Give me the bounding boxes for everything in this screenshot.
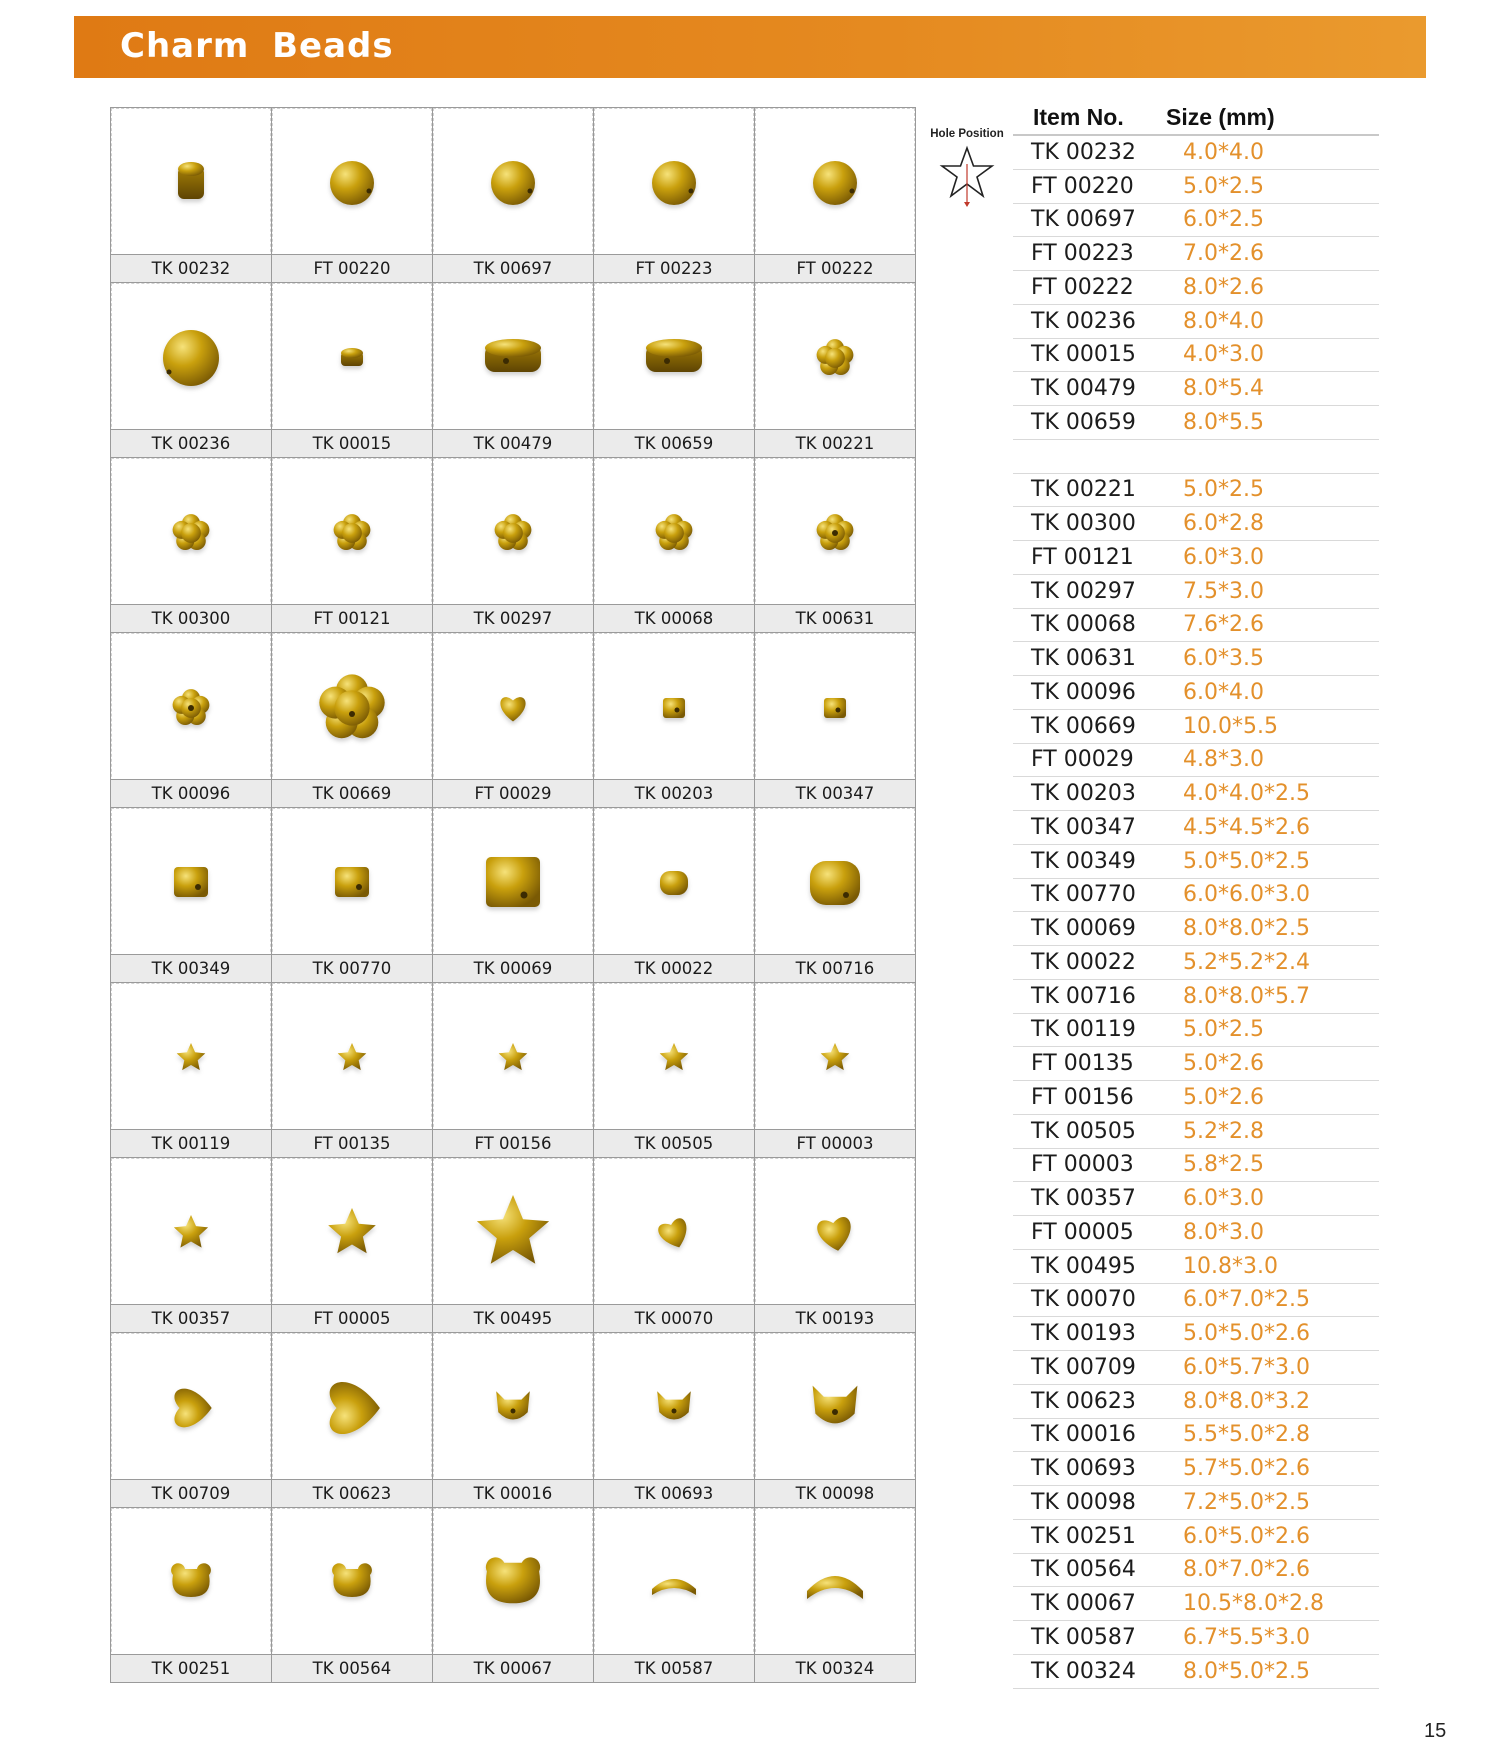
product-code: TK 00324	[755, 1654, 915, 1682]
table-row	[1013, 1115, 1379, 1149]
item-size: 6.0*7.0*2.5	[1183, 1287, 1310, 1313]
table-row	[1013, 406, 1379, 440]
header-item-no: Item No.	[1033, 104, 1124, 130]
product-cell	[272, 983, 433, 1158]
item-number: TK 00505	[1031, 1118, 1136, 1144]
item-number: TK 00479	[1031, 376, 1136, 402]
item-size: 5.0*2.5	[1183, 173, 1264, 199]
table-row	[1013, 1014, 1379, 1048]
bead-image	[111, 808, 271, 954]
item-size: 4.0*3.0	[1183, 342, 1264, 368]
product-cell	[272, 1333, 433, 1508]
item-size: 6.0*4.0	[1183, 679, 1264, 705]
product-code: TK 00193	[755, 1304, 915, 1332]
table-row	[1013, 811, 1379, 845]
product-code: TK 00236	[111, 429, 271, 457]
item-number: TK 00098	[1031, 1489, 1136, 1515]
product-code: FT 00222	[755, 254, 915, 282]
table-group-gap	[1013, 440, 1379, 474]
table-header	[1013, 96, 1379, 136]
product-cell	[272, 108, 433, 283]
product-code: TK 00070	[594, 1304, 754, 1332]
product-cell	[755, 283, 916, 458]
table-row	[1013, 1351, 1379, 1385]
hole-position-label: Hole Position	[930, 128, 1004, 140]
bead-image	[111, 983, 271, 1129]
item-size: 4.0*4.0	[1183, 139, 1264, 165]
product-cell	[755, 633, 916, 808]
bead-image	[433, 283, 593, 429]
bead-image	[433, 633, 593, 779]
table-group-2	[1013, 474, 1379, 1689]
item-size: 5.0*2.6	[1183, 1084, 1264, 1110]
table-row	[1013, 1655, 1379, 1689]
product-cell	[272, 458, 433, 633]
item-number: TK 00022	[1031, 949, 1136, 975]
item-size: 5.7*5.0*2.6	[1183, 1456, 1310, 1482]
product-cell	[111, 1508, 272, 1683]
product-code: TK 00564	[272, 1654, 432, 1682]
item-number: FT 00220	[1031, 173, 1134, 199]
bead-image	[433, 1333, 593, 1479]
bead-image	[272, 1333, 432, 1479]
item-size: 6.0*2.8	[1183, 511, 1264, 537]
item-number: TK 00495	[1031, 1253, 1136, 1279]
product-code: TK 00297	[433, 604, 593, 632]
product-cell	[755, 1508, 916, 1683]
bead-image	[755, 808, 915, 954]
table-row	[1013, 339, 1379, 373]
product-code: TK 00693	[594, 1479, 754, 1507]
item-size: 8.0*3.0	[1183, 1219, 1264, 1245]
bead-image	[755, 108, 915, 254]
product-cell	[433, 1333, 594, 1508]
product-code: TK 00300	[111, 604, 271, 632]
product-code: TK 00505	[594, 1129, 754, 1157]
product-cell	[594, 1508, 755, 1683]
item-size: 5.0*2.6	[1183, 1051, 1264, 1077]
table-row	[1013, 744, 1379, 778]
table-row	[1013, 1452, 1379, 1486]
bead-image	[594, 458, 754, 604]
product-code: TK 00069	[433, 954, 593, 982]
item-number: TK 00659	[1031, 409, 1136, 435]
bead-image	[433, 983, 593, 1129]
product-code: TK 00659	[594, 429, 754, 457]
product-cell	[111, 983, 272, 1158]
item-number: TK 00068	[1031, 612, 1136, 638]
table-row	[1013, 879, 1379, 913]
bead-image	[755, 283, 915, 429]
item-size: 6.0*5.0*2.6	[1183, 1523, 1310, 1549]
item-number: TK 00623	[1031, 1388, 1136, 1414]
item-size: 7.6*2.6	[1183, 612, 1264, 638]
product-code: TK 00015	[272, 429, 432, 457]
product-cell	[433, 108, 594, 283]
product-code: TK 00232	[111, 254, 271, 282]
table-row	[1013, 1621, 1379, 1655]
item-size: 5.5*5.0*2.8	[1183, 1422, 1310, 1448]
item-number: TK 00203	[1031, 781, 1136, 807]
product-cell	[272, 808, 433, 983]
page-number: 15	[1424, 1720, 1447, 1742]
item-size: 6.0*6.0*3.0	[1183, 882, 1310, 908]
bead-image	[594, 1508, 754, 1654]
product-cell	[111, 458, 272, 633]
bead-image	[594, 633, 754, 779]
item-size: 6.7*5.5*3.0	[1183, 1624, 1310, 1650]
product-cell	[433, 633, 594, 808]
bead-image	[594, 808, 754, 954]
table-row	[1013, 1047, 1379, 1081]
item-number: TK 00349	[1031, 848, 1136, 874]
bead-image	[755, 1333, 915, 1479]
product-cell	[433, 808, 594, 983]
product-grid	[110, 107, 916, 1683]
item-size: 5.0*5.0*2.6	[1183, 1321, 1310, 1347]
table-row	[1013, 474, 1379, 508]
bead-image	[272, 983, 432, 1129]
product-code: TK 00067	[433, 1654, 593, 1682]
item-size: 4.8*3.0	[1183, 747, 1264, 773]
product-code: TK 00716	[755, 954, 915, 982]
table-row	[1013, 946, 1379, 980]
product-code: FT 00029	[433, 779, 593, 807]
product-cell	[111, 108, 272, 283]
item-number: TK 00697	[1031, 207, 1136, 233]
product-cell	[272, 283, 433, 458]
product-cell	[755, 458, 916, 633]
product-code: TK 00587	[594, 1654, 754, 1682]
bead-image	[272, 1508, 432, 1654]
product-code: TK 00096	[111, 779, 271, 807]
product-cell	[594, 1333, 755, 1508]
bead-image	[755, 983, 915, 1129]
star-outline-icon	[937, 144, 997, 210]
item-number: TK 00716	[1031, 983, 1136, 1009]
product-cell	[111, 1333, 272, 1508]
bead-image	[755, 1508, 915, 1654]
table-row	[1013, 609, 1379, 643]
product-code: TK 00221	[755, 429, 915, 457]
item-number: TK 00119	[1031, 1017, 1136, 1043]
item-size: 8.0*5.4	[1183, 376, 1264, 402]
product-cell	[433, 983, 594, 1158]
product-cell	[433, 458, 594, 633]
table-row	[1013, 710, 1379, 744]
product-code: FT 00223	[594, 254, 754, 282]
product-code: FT 00135	[272, 1129, 432, 1157]
product-cell	[755, 983, 916, 1158]
table-row	[1013, 507, 1379, 541]
product-code: FT 00156	[433, 1129, 593, 1157]
table-row	[1013, 845, 1379, 879]
item-number: TK 00096	[1031, 679, 1136, 705]
product-cell	[272, 1508, 433, 1683]
product-cell	[755, 1158, 916, 1333]
item-number: TK 00236	[1031, 308, 1136, 334]
bead-image	[272, 633, 432, 779]
product-code: FT 00220	[272, 254, 432, 282]
product-cell	[433, 283, 594, 458]
table-row	[1013, 1081, 1379, 1115]
product-cell	[433, 1508, 594, 1683]
product-cell	[594, 808, 755, 983]
table-row	[1013, 1486, 1379, 1520]
hole-position-legend	[922, 128, 1012, 215]
item-size: 8.0*8.0*3.2	[1183, 1388, 1310, 1414]
table-row	[1013, 136, 1379, 170]
product-cell	[755, 108, 916, 283]
product-cell	[433, 1158, 594, 1333]
table-row	[1013, 541, 1379, 575]
product-code: TK 00697	[433, 254, 593, 282]
table-row	[1013, 642, 1379, 676]
item-number: TK 00193	[1031, 1321, 1136, 1347]
table-row	[1013, 912, 1379, 946]
item-number: FT 00222	[1031, 274, 1134, 300]
item-size: 8.0*8.0*2.5	[1183, 916, 1310, 942]
product-code: TK 00631	[755, 604, 915, 632]
item-number: TK 00770	[1031, 882, 1136, 908]
table-row	[1013, 1216, 1379, 1250]
item-size: 5.0*2.5	[1183, 477, 1264, 503]
item-number: FT 00005	[1031, 1219, 1134, 1245]
table-row	[1013, 1250, 1379, 1284]
item-number: TK 00232	[1031, 139, 1136, 165]
bead-image	[755, 458, 915, 604]
bead-image	[755, 633, 915, 779]
product-cell	[594, 108, 755, 283]
table-row	[1013, 305, 1379, 339]
bead-image	[111, 283, 271, 429]
bead-image	[594, 283, 754, 429]
product-code: FT 00121	[272, 604, 432, 632]
item-number: TK 00300	[1031, 511, 1136, 537]
product-code: TK 00098	[755, 1479, 915, 1507]
table-row	[1013, 980, 1379, 1014]
table-row	[1013, 372, 1379, 406]
item-size: 4.0*4.0*2.5	[1183, 781, 1310, 807]
product-code: TK 00119	[111, 1129, 271, 1157]
item-number: TK 00693	[1031, 1456, 1136, 1482]
table-row	[1013, 1587, 1379, 1621]
table-row	[1013, 1284, 1379, 1318]
item-size: 7.0*2.6	[1183, 241, 1264, 267]
bead-image	[433, 458, 593, 604]
bead-image	[433, 1158, 593, 1304]
bead-image	[272, 808, 432, 954]
item-size: 6.0*3.5	[1183, 646, 1264, 672]
table-row	[1013, 676, 1379, 710]
bead-image	[433, 808, 593, 954]
product-code: TK 00347	[755, 779, 915, 807]
product-cell	[755, 1333, 916, 1508]
header-size: Size (mm)	[1166, 104, 1275, 130]
product-code: TK 00357	[111, 1304, 271, 1332]
item-size: 8.0*5.5	[1183, 409, 1264, 435]
item-number: TK 00587	[1031, 1624, 1136, 1650]
product-cell	[111, 283, 272, 458]
item-number: TK 00709	[1031, 1354, 1136, 1380]
table-row	[1013, 271, 1379, 305]
item-size: 6.0*3.0	[1183, 1186, 1264, 1212]
product-cell	[594, 1158, 755, 1333]
product-cell	[272, 633, 433, 808]
table-row	[1013, 777, 1379, 811]
item-number: FT 00223	[1031, 241, 1134, 267]
product-code: TK 00495	[433, 1304, 593, 1332]
product-code: TK 00022	[594, 954, 754, 982]
item-number: FT 00029	[1031, 747, 1134, 773]
table-row	[1013, 1554, 1379, 1588]
item-size: 5.0*2.5	[1183, 1017, 1264, 1043]
item-number: FT 00135	[1031, 1051, 1134, 1077]
table-row	[1013, 1182, 1379, 1216]
product-code: FT 00005	[272, 1304, 432, 1332]
product-code: TK 00068	[594, 604, 754, 632]
table-row	[1013, 204, 1379, 238]
item-size: 7.5*3.0	[1183, 578, 1264, 604]
item-size: 6.0*3.0	[1183, 544, 1264, 570]
item-number: TK 00564	[1031, 1557, 1136, 1583]
item-size: 5.2*2.8	[1183, 1118, 1264, 1144]
bead-image	[111, 1508, 271, 1654]
item-number: TK 00324	[1031, 1658, 1136, 1684]
item-number: TK 00070	[1031, 1287, 1136, 1313]
product-cell	[594, 983, 755, 1158]
item-number: TK 00347	[1031, 814, 1136, 840]
bead-image	[111, 458, 271, 604]
page-title: Charm Beads	[120, 26, 394, 66]
product-code: TK 00623	[272, 1479, 432, 1507]
item-size: 8.0*2.6	[1183, 274, 1264, 300]
table-row	[1013, 1385, 1379, 1419]
bead-image	[111, 633, 271, 779]
product-code: TK 00251	[111, 1654, 271, 1682]
item-number: TK 00631	[1031, 646, 1136, 672]
table-row	[1013, 1419, 1379, 1453]
product-code: TK 00669	[272, 779, 432, 807]
item-number: FT 00003	[1031, 1152, 1134, 1178]
item-number: TK 00251	[1031, 1523, 1136, 1549]
product-cell	[594, 458, 755, 633]
product-code: TK 00479	[433, 429, 593, 457]
item-number: TK 00297	[1031, 578, 1136, 604]
header-banner	[74, 16, 1426, 78]
bead-image	[594, 983, 754, 1129]
item-number: FT 00156	[1031, 1084, 1134, 1110]
product-code: TK 00349	[111, 954, 271, 982]
table-row	[1013, 1317, 1379, 1351]
bead-image	[433, 1508, 593, 1654]
item-number: FT 00121	[1031, 544, 1134, 570]
product-code: TK 00770	[272, 954, 432, 982]
item-size: 7.2*5.0*2.5	[1183, 1489, 1310, 1515]
product-cell	[111, 1158, 272, 1333]
item-number: TK 00357	[1031, 1186, 1136, 1212]
product-code: TK 00203	[594, 779, 754, 807]
item-number: TK 00067	[1031, 1591, 1136, 1617]
table-row	[1013, 575, 1379, 609]
bead-image	[433, 108, 593, 254]
item-size: 5.2*5.2*2.4	[1183, 949, 1310, 975]
item-number: TK 00015	[1031, 342, 1136, 368]
bead-image	[594, 1333, 754, 1479]
product-cell	[111, 633, 272, 808]
bead-image	[594, 108, 754, 254]
item-size: 10.8*3.0	[1183, 1253, 1278, 1279]
item-size: 6.0*5.7*3.0	[1183, 1354, 1310, 1380]
item-number: TK 00016	[1031, 1422, 1136, 1448]
bead-image	[272, 1158, 432, 1304]
bead-image	[594, 1158, 754, 1304]
product-cell	[272, 1158, 433, 1333]
bead-image	[272, 108, 432, 254]
table-row	[1013, 1520, 1379, 1554]
bead-image	[111, 1333, 271, 1479]
product-cell	[594, 283, 755, 458]
item-size: 4.5*4.5*2.6	[1183, 814, 1310, 840]
bead-image	[272, 458, 432, 604]
bead-image	[272, 283, 432, 429]
product-code: TK 00016	[433, 1479, 593, 1507]
size-table	[1013, 96, 1379, 1689]
table-row	[1013, 237, 1379, 271]
table-row	[1013, 170, 1379, 204]
item-size: 8.0*5.0*2.5	[1183, 1658, 1310, 1684]
item-number: TK 00221	[1031, 477, 1136, 503]
product-code: FT 00003	[755, 1129, 915, 1157]
product-cell	[755, 808, 916, 983]
table-group-1	[1013, 136, 1379, 440]
item-size: 8.0*8.0*5.7	[1183, 983, 1310, 1009]
product-code: TK 00709	[111, 1479, 271, 1507]
item-size: 10.5*8.0*2.8	[1183, 1591, 1324, 1617]
product-cell	[111, 808, 272, 983]
item-size: 6.0*2.5	[1183, 207, 1264, 233]
table-row	[1013, 1149, 1379, 1183]
bead-image	[755, 1158, 915, 1304]
item-size: 10.0*5.5	[1183, 713, 1278, 739]
item-size: 5.0*5.0*2.5	[1183, 848, 1310, 874]
item-size: 8.0*4.0	[1183, 308, 1264, 334]
item-number: TK 00069	[1031, 916, 1136, 942]
item-size: 8.0*7.0*2.6	[1183, 1557, 1310, 1583]
bead-image	[111, 108, 271, 254]
item-number: TK 00669	[1031, 713, 1136, 739]
bead-image	[111, 1158, 271, 1304]
product-cell	[594, 633, 755, 808]
item-size: 5.8*2.5	[1183, 1152, 1264, 1178]
